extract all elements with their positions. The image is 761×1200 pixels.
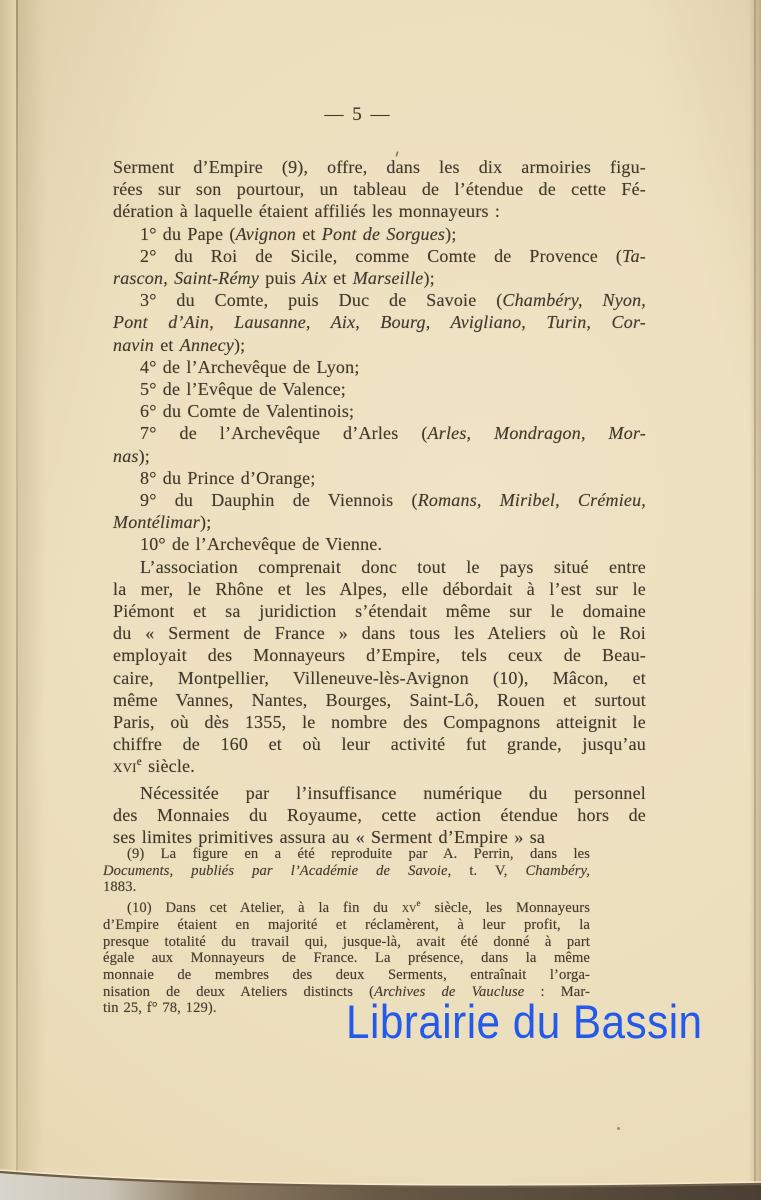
text-line: nisation de deux Ateliers distincts (Archives de Vaucluse : Mar- — [103, 983, 590, 1000]
text-line: d’Empire étaient en majorité et réclamèrent, à leur profit, la — [103, 916, 590, 933]
page-crease-shadow — [18, 0, 46, 1180]
page-right-edge-line — [754, 0, 756, 1186]
text-line: 9° du Dauphin de Viennois (Romans, Miribel, Crémieu, — [140, 490, 646, 511]
text-line: xvi$^e$ siècle. — [113, 756, 195, 777]
text-line: 5° de l’Evêque de Valence; — [140, 379, 346, 400]
page-number: — 5 — — [324, 104, 392, 125]
text-line: dération à laquelle étaient affiliés les monnayeurs : — [113, 201, 501, 222]
book-spine-edge — [0, 0, 16, 1180]
text-line: L’association comprenait donc tout le pays situé entre — [140, 556, 646, 577]
text-line: Montélimar); — [113, 512, 212, 533]
text-line: Serment d’Empire (9), offre, dans les dix armoiries figu- — [113, 157, 646, 177]
text-line: nas); — [113, 445, 151, 466]
page-bottom-edge — [0, 1160, 761, 1200]
text-line: Paris, où dès 1355, le nombre des Compagnons atteignit le — [113, 712, 646, 733]
text-line: 3° du Comte, puis Duc de Savoie (Chambéry, Nyon, — [140, 290, 646, 311]
text-line: (9) La figure en a été reproduite par A. Perrin, dans les — [127, 846, 590, 862]
text-line: Documents, publiés par l’Académie de Savoie, t. V, Chambéry, — [103, 862, 590, 879]
text-line: 8° du Prince d’Orange; — [140, 467, 316, 488]
text-line: 6° du Comte de Valentinois; — [140, 401, 355, 422]
bookseller-watermark: Librairie du Bassin — [346, 995, 703, 1048]
text-line: chiffre de 160 et où leur activité fut grande, jusqu’au — [113, 734, 646, 755]
body-text — [113, 156, 646, 848]
text-line: monnaie de membres des deux Serments, entraînait l’orga- — [103, 966, 590, 983]
text-line: Pont d’Ain, Lausanne, Aix, Bourg, Avigliano, Turin, Cor- — [113, 312, 646, 333]
text-line: du « Serment de France » dans tous les Ateliers où le Roi — [113, 623, 646, 644]
text-line: Nécessitée par l’insuffisance numérique du personnel — [140, 782, 646, 803]
footnotes — [103, 846, 590, 1017]
text-line: des Monnaies du Royaume, cette action étendue hors de — [113, 804, 646, 825]
text-line: presque totalité du travail qui, jusque-là, avait été donné à part — [103, 933, 590, 950]
text-line: 1883. — [103, 879, 137, 896]
text-line: même Vannes, Nantes, Bourges, Saint-Lô, Rouen et surtout — [113, 689, 646, 710]
paper-speck — [617, 1127, 620, 1130]
text-line: employait des Monnayeurs d’Empire, tels ceux de Beau- — [113, 645, 646, 666]
text-line: 2° du Roi de Sicile, comme Comte de Provence (Ta- — [140, 245, 646, 266]
text-line: 7° de l’Archevêque d’Arles (Arles, Mondragon, Mor- — [140, 423, 646, 444]
text-line: 4° de l’Archevêque de Lyon; — [140, 356, 360, 377]
text-line: navin et Annecy); — [113, 334, 246, 355]
text-line: la mer, le Rhône et les Alpes, elle débordait à l’est sur le — [113, 578, 646, 599]
text-line: ses limites primitives assura au « Serment d’Empire » sa — [113, 827, 546, 848]
text-line: rées sur son pourtour, un tableau de l’étendue de cette Fé- — [113, 179, 646, 200]
text-line: Piémont et sa juridiction s’étendait même sur le domaine — [113, 601, 646, 622]
text-line: 1° du Pape (Avignon et Pont de Sorgues); — [140, 223, 457, 244]
text-line: tin 25, f° 78, 129). — [103, 1000, 217, 1017]
text-line: égale aux Monnayeurs de France. La présence, dans la même — [103, 950, 590, 967]
text-line: caire, Montpellier, Villeneuve-lès-Avignon (10), Mâcon, et — [113, 667, 646, 688]
text-line: (10) Dans cet Atelier, à la fin du $xv^e$ siècle, les Monnayeurs — [127, 898, 590, 917]
text-line: rascon, Saint-Rémy puis Aix et Marseille); — [113, 268, 435, 289]
text-line: 10° de l’Archevêque de Vienne. — [140, 534, 383, 555]
